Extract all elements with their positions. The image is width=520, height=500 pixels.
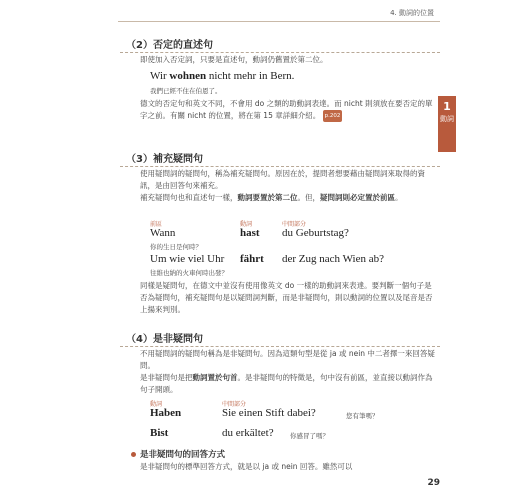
column-header: 中間部分 (282, 221, 307, 228)
example-sentence: Wir wohnen nicht mehr in Bern. (150, 70, 295, 82)
example-verb: Bist (150, 427, 169, 439)
example-word: du erkältet? (222, 427, 274, 439)
column-header: 中間部分 (222, 401, 247, 408)
example-word: Sie einen Stift dabei? (222, 407, 316, 419)
chapter-number: 1 (443, 100, 451, 113)
example-translation: 往維也納的火車何時出發？ (150, 269, 228, 277)
bullet-heading: 是非疑問句的回答方式 (140, 450, 226, 460)
example-translation: 你感冒了嗎？ (290, 432, 329, 440)
example-translation: 你的生日是何時？ (150, 243, 202, 251)
example-verb: hast (240, 227, 260, 239)
paragraph: 使用疑問詞的疑問句，稱為補充疑問句。原因在於，提問者想要藉由疑問詞來取得的資訊，是由回答句來補充。 (140, 169, 425, 190)
chapter-label: 動詞 (440, 115, 454, 123)
example-translation: 我們已經不住在伯恩了。 (150, 87, 222, 95)
page-number: 29 (427, 478, 440, 488)
header-rule (118, 21, 440, 22)
page-ref-badge: p.202 (323, 110, 343, 122)
section-title-supplementary-question: （3）補充疑問句 (126, 154, 203, 165)
example-translation: 您有筆嗎？ (346, 412, 379, 420)
example-word: Um wie viel Uhr (150, 253, 225, 265)
example-word: Wann (150, 227, 176, 239)
section-divider (120, 166, 440, 167)
section-divider (120, 52, 440, 53)
column-header: 前區 (150, 221, 163, 228)
paragraph: 德文的否定句和英文不同，不會用 do 之類的助動詞表達。而 nicht 則須放在要否定的單字之前。有關 nicht 的位置，將在第 15 章詳細介紹。 p.202 (140, 99, 433, 120)
column-header: 動詞 (150, 401, 163, 408)
example-verb: Haben (150, 407, 182, 419)
section-title-yes-no-question: （4）是非疑問句 (126, 334, 203, 345)
section-divider (120, 346, 440, 347)
paragraph: 補充疑問句也和直述句一樣，動詞要置於第二位。但，疑問詞則必定置於前區。 (140, 193, 403, 202)
paragraph: 不用疑問詞的疑問句稱為是非疑問句。因為這類句型是從 ja 或 nein 中二者擇一來回答疑問。 (140, 349, 435, 370)
paragraph: 同樣是疑問句，在德文中並沒有使用像英文 do 一樣的助動詞來表達。要判斷一個句子是否為疑問句，補充疑問句是以疑問詞判斷，而是非疑問句，則以動詞的位置以及尾音是否上揚來判別。 (140, 281, 433, 314)
paragraph: 即使加入否定詞，只要是直述句，動詞仍舊置於第二位。 (140, 55, 328, 64)
paragraph: 是非疑問句的標準回答方式，就是以 ja 或 nein 回答。雖然可以 (140, 462, 353, 471)
chapter-side-tab (438, 96, 456, 152)
example-verb: fährt (240, 253, 264, 265)
example-word: der Zug nach Wien ab? (282, 253, 384, 265)
running-header: 4. 動詞的位置 (390, 9, 434, 17)
column-header: 動詞 (240, 221, 253, 228)
section-title-negative: （2）否定的直述句 (126, 40, 213, 51)
paragraph: 是非疑問句是把動詞置於句首。是非疑問句的特徵是，句中沒有前區，並直接以動詞作為句子開頭。 (140, 373, 433, 394)
bullet-dot (131, 452, 136, 457)
example-word: du Geburtstag? (282, 227, 349, 239)
